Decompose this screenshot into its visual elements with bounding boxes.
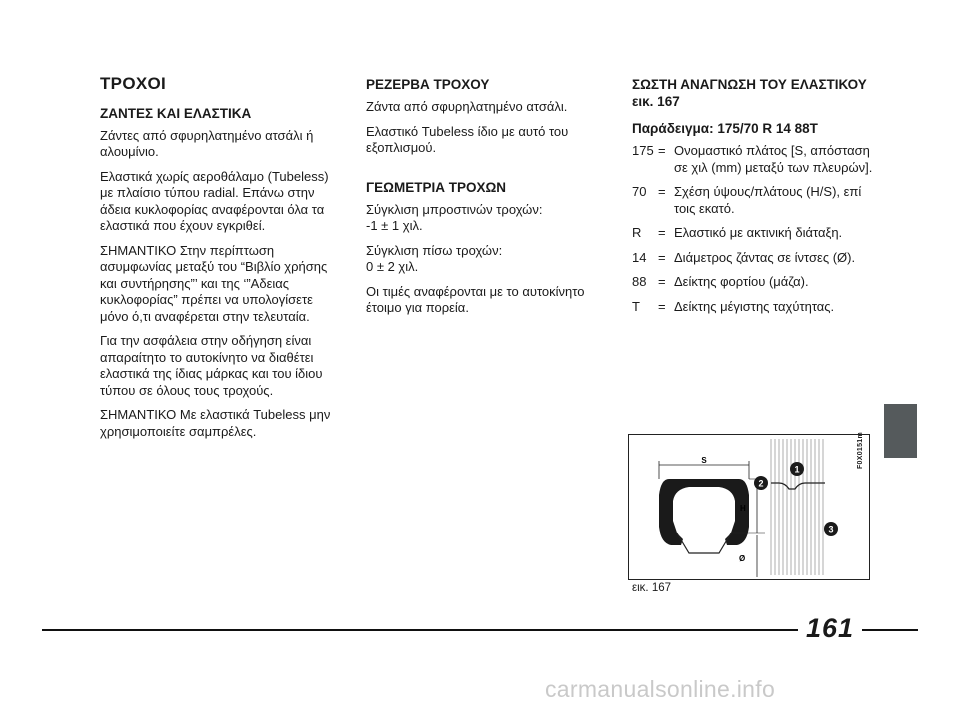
rear-toe-value: 0 ± 2 χιλ. — [366, 259, 419, 274]
callout-1: 1 — [794, 464, 800, 475]
tyre-diagram — [629, 435, 869, 579]
spare-wheel-heading: ΡΕΖΕΡΒΑ ΤΡΟΧΟΥ — [366, 77, 490, 92]
geometry-note: Οι τιμές αναφέρονται με το αυτοκίνητο έτοιμο για πορεία. — [366, 283, 585, 315]
list-item: 175 = Ονομαστικό πλάτος [S, απόσταση σε χιλ (mm) μεταξύ των πλευρών]. — [632, 143, 873, 175]
rear-toe-in — [366, 243, 596, 276]
footer-rule-right — [862, 629, 918, 631]
spare-geometry-column — [366, 76, 596, 325]
rims-paragraph: Ζάντες από σφυρηλατημένο ατσάλι ή αλουμίνιο. — [100, 127, 314, 159]
important-note-registration: ΣΗΜΑΝΤΙΚΟ Στην περίπτωση ασυμφωνίας μεταξύ του “Βιβλίο χρήσης και συντήρησης”’ και της ‘”Αδειας κυκλοφορίας” πρέπει να υπολογίσετε μόνο ό,τι αναφέρεται στην τελευταία. — [100, 242, 328, 324]
safety-paragraph: Για την ασφάλεια στην οδήγηση είναι απαραίτητο το αυτοκίνητο να διαθέτει ελαστικά της ίδιας μάρκας και του ίδιου τύπου σε όλους τους τροχούς. — [100, 333, 323, 398]
watermark: carmanualsonline.info — [545, 676, 776, 702]
section-title: ΤΡΟΧΟΙ — [100, 74, 167, 93]
page-number: 161 — [806, 613, 855, 643]
figure-caption: εικ. 167 — [632, 582, 672, 594]
list-item: T = Δείκτης μέγιστης ταχύτητας. — [632, 298, 835, 314]
chapter-tab — [884, 404, 917, 458]
spare-rim-text: Ζάντα από σφυρηλατημένο ατσάλι. — [366, 99, 568, 114]
rims-tyres-heading: ΖΑΝΤΕΣ ΚΑΙ ΕΛΑΣΤΙΚΑ — [100, 105, 252, 121]
list-item: 88 = Δείκτης φορτίου (μάζα). — [632, 274, 809, 289]
list-item: 70 = Σχέση ύψους/πλάτους (H/S), επί τοις εκατό. — [632, 184, 862, 216]
front-toe-in — [366, 202, 596, 235]
list-item: 14 = Διάμετρος ζάντας σε ίντσες (Ø). — [632, 249, 856, 265]
wheels-column — [100, 76, 340, 448]
front-toe-label: Σύγκλιση μπροστινών τροχών: — [366, 201, 543, 217]
tyres-paragraph: Ελαστικά χωρίς αεροθάλαμο (Tubeless) με πλαίσιο τύπου radial. Επάνω στην άδεια κυκλοφορίας αναφέρονται όλα τα ελαστικά που έχουν εγκριθεί. — [100, 168, 329, 233]
list-item: R = Ελαστικό με ακτινική διάταξη. — [632, 225, 843, 240]
label-s: S — [701, 456, 707, 465]
label-h: H — [740, 504, 746, 513]
tyre-code-list — [632, 143, 877, 315]
tyre-section-figure — [628, 434, 870, 580]
rear-toe-label: Σύγκλιση πίσω τροχών: — [366, 242, 503, 258]
front-toe-value: -1 ± 1 χιλ. — [366, 218, 423, 233]
important-note-tubeless: ΣΗΜΑΝΤΙΚΟ Με ελαστικά Tubeless μην χρησιμοποιείτε σαμπρέλες. — [100, 407, 331, 439]
wheel-geometry-heading: ΓΕΩΜΕΤΡΙΑ ΤΡΟΧΩΝ — [366, 179, 507, 195]
tyre-reading-column — [632, 76, 877, 323]
figure-code: F0X0151m — [857, 432, 864, 470]
callout-2: 2 — [758, 478, 764, 489]
spare-tyre-text: Ελαστικό Tubeless ίδιο με αυτό του εξοπλισμού. — [366, 123, 569, 155]
footer-rule-left — [42, 629, 798, 631]
label-diameter: Ø — [739, 554, 746, 563]
example-heading: Παράδειγμα: 175/70 R 14 88T — [632, 121, 818, 136]
tyre-reading-heading: ΣΩΣΤΗ ΑΝΑΓΝΩΣΗ ΤΟΥ ΕΛΑΣΤΙΚΟΥ εικ. 167 — [632, 77, 867, 109]
callout-3: 3 — [828, 524, 834, 535]
